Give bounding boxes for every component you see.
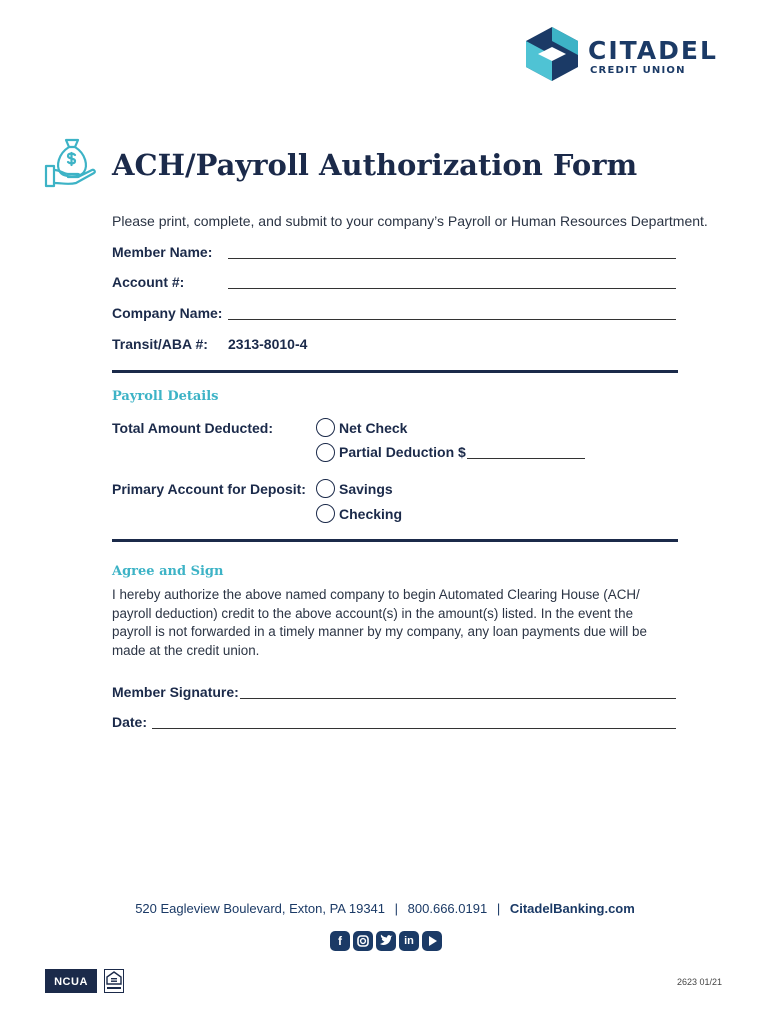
citadel-logo-icon xyxy=(526,27,578,81)
date-field[interactable] xyxy=(152,728,676,729)
savings-label: Savings xyxy=(339,481,393,497)
checking-label: Checking xyxy=(339,506,403,522)
form-code: 2623 01/21 xyxy=(676,977,722,987)
section-divider xyxy=(112,370,678,373)
ncua-logo: NCUA xyxy=(45,969,97,993)
transit-value: 2313-8010-4 xyxy=(228,336,308,352)
payroll-details-heading: Payroll Details xyxy=(112,389,219,404)
instagram-icon[interactable] xyxy=(353,931,373,951)
member-name-field[interactable] xyxy=(228,258,676,259)
footer-separator: | xyxy=(394,901,399,916)
date-label: Date: xyxy=(112,714,148,730)
partial-deduction-radio[interactable] xyxy=(316,443,335,462)
signature-field[interactable] xyxy=(240,698,676,699)
net-check-label: Net Check xyxy=(339,420,408,436)
savings-radio[interactable] xyxy=(316,479,335,498)
net-check-radio[interactable] xyxy=(316,418,335,437)
account-label: Account #: xyxy=(112,274,185,290)
company-name-label: Company Name: xyxy=(112,305,223,321)
linkedin-icon[interactable]: in xyxy=(399,931,419,951)
footer-contact xyxy=(0,901,770,916)
section-divider xyxy=(112,539,678,542)
youtube-icon[interactable] xyxy=(422,931,442,951)
money-bag-hand-icon xyxy=(44,136,100,192)
signature-label: Member Signature: xyxy=(112,684,239,700)
authorization-text: I hereby authorize the above named company to begin Automated Clearing House (ACH/ payroll deduction) credit to the above account(s) in the amount(s) listed. In the event the payroll is not forwarded in a timely manner by my company, any loan payments due will be made at the credit union. xyxy=(112,587,647,658)
account-field[interactable] xyxy=(228,288,676,289)
transit-label: Transit/ABA #: xyxy=(112,336,208,352)
primary-account-label: Primary Account for Deposit: xyxy=(112,481,306,497)
footer-separator: | xyxy=(496,901,501,916)
footer-address: 520 Eagleview Boulevard, Exton, PA 19341 xyxy=(135,901,386,916)
equal-housing-lender-icon xyxy=(104,969,124,993)
member-name-label: Member Name: xyxy=(112,244,213,260)
intro-text: Please print, complete, and submit to your company’s Payroll or Human Resources Department. xyxy=(112,213,708,229)
footer-phone: 800.666.0191 xyxy=(407,901,488,916)
partial-deduction-field[interactable] xyxy=(467,458,585,459)
partial-deduction-label: Partial Deduction $ xyxy=(339,444,466,460)
total-amount-label: Total Amount Deducted: xyxy=(112,420,273,436)
page-title: ACH/Payroll Authorization Form xyxy=(112,148,638,182)
footer-website-link[interactable]: CitadelBanking.com xyxy=(509,901,635,916)
company-name-field[interactable] xyxy=(228,319,676,320)
logo-name: CITADEL xyxy=(588,36,718,65)
checking-radio[interactable] xyxy=(316,504,335,523)
facebook-icon[interactable]: f xyxy=(330,931,350,951)
twitter-icon[interactable] xyxy=(376,931,396,951)
logo-subtitle: CREDIT UNION xyxy=(590,65,686,76)
agree-sign-heading: Agree and Sign xyxy=(112,564,224,579)
